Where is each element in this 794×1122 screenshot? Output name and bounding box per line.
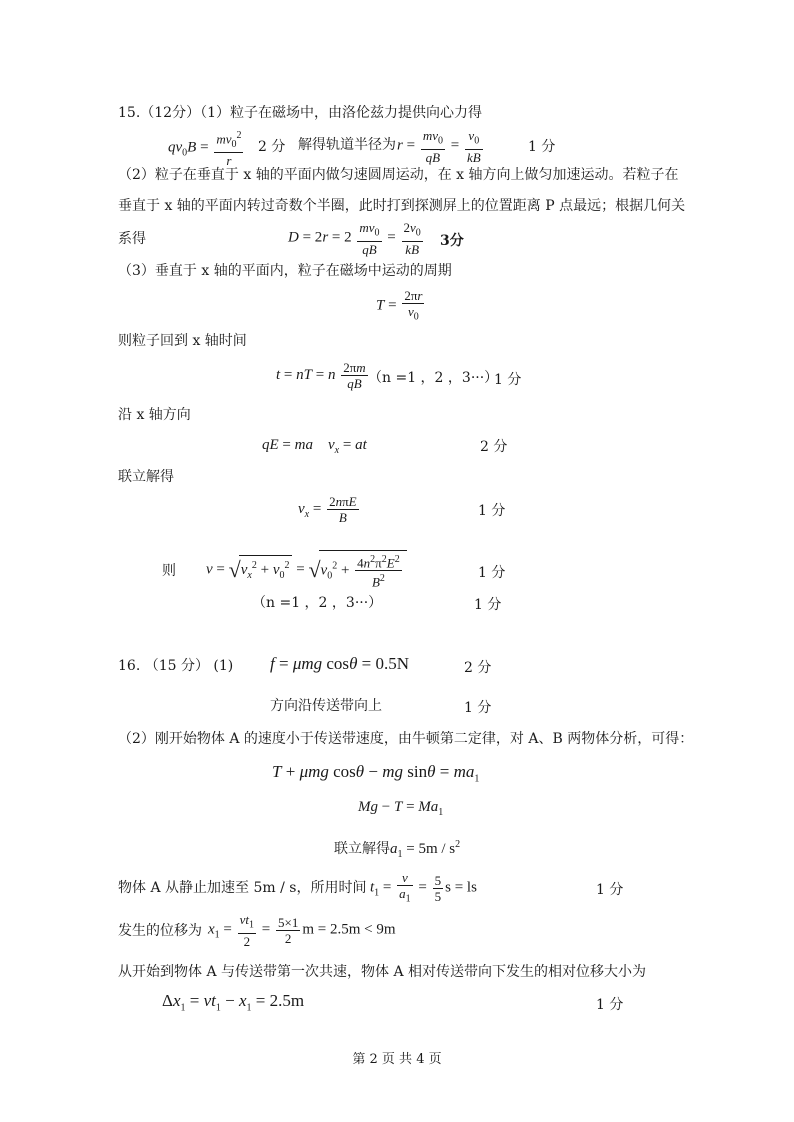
q15-eq-force: qE = ma $v_x$ = at: [262, 437, 367, 456]
q15-eq1: $qv_0B$ = $\frac{mv_0^2}{r}$: [168, 130, 242, 168]
q15-eq2-score: 1 分: [528, 139, 556, 155]
q15-eq-v-score: 1 分: [478, 565, 506, 581]
q16-eq-rel: $\Delta x_1 = vt_1 - x_1 = 2.5m$: [162, 991, 305, 1014]
q16-acc-score: 1 分: [596, 882, 624, 898]
q16-solve: 联立解得$a_1 = 5m / s^2$: [334, 839, 461, 860]
q16-disp-text: 发生的位移为: [118, 923, 202, 939]
q16-acc: [118, 879, 366, 897]
q15-eq-vx-score: 1 分: [478, 503, 506, 519]
q15-eq3-score: 3分: [440, 233, 464, 249]
q15-cond2: （n =1 ，2 ，3···）: [252, 595, 383, 611]
q16-rel-score: 1 分: [596, 997, 624, 1013]
q16-dir: 方向沿传送带向上: [270, 698, 382, 714]
q15-eq1-text: 解得轨道半径为: [298, 137, 396, 153]
q16-p2-line: （2）刚开始物体 A 的速度小于传送带速度，由牛顿第二定律，对 A、B 两物体分析，可得：: [118, 731, 694, 747]
q16-common-text: 从开始到物体 A 与传送带第一次共速，物体 A 相对传送带向下发生的相对位移大小为: [118, 964, 647, 980]
q15-eq-force-score: 2 分: [480, 439, 508, 455]
page-footer: 第 2 页 共 4 页: [352, 1052, 442, 1067]
q15-eq2: r = $\frac{mv_0}{qB}$ = $\frac{v_0}{kB}$: [397, 128, 481, 165]
q15-eq-T: T = $\frac{2\pi r}{v_0}$: [376, 288, 423, 323]
q15-header: 15.（12分）（1）粒子在磁场中，由洛伦兹力提供向心力得: [118, 105, 482, 121]
q16-acc-text: 物体 A 从静止加速至 5m / s，所用时间: [118, 880, 367, 896]
q15-p3-return: 则粒子回到 x 轴时间: [118, 333, 247, 349]
q15-p2-line2: 垂直于 x 轴的平面内转过奇数个半圈，此时打到探测屏上的位置距离 P 点最远；根据几何关: [118, 198, 686, 214]
q15-eq-vx: $v_x$ = $\frac{\text{2nπE}}{B}$: [298, 494, 357, 525]
q16-eq-time: $t_1$ = $\frac{v}{a_1}$ = $\frac{5}{5}$ s = ls: [370, 870, 477, 905]
q15-eq-t: t = nT = n $\frac{2\pi m}{qB}$: [276, 360, 366, 391]
q15-eq-v: $v = √v_x^2 + v_0^2 = √v_0^2$ + $\frac{4n^2\pi^2E^2}{B^2}$: [206, 550, 407, 590]
q16-solve-text: 联立解得: [334, 841, 390, 857]
q15-p3-xdir: 沿 x 轴方向: [118, 407, 191, 423]
q16-eq-friction: f = μmg cosθ = 0.5N: [270, 654, 410, 673]
q15-cond2-score: 1 分: [474, 597, 502, 613]
q15-p2-line3: 系得: [118, 231, 146, 247]
q15-eq-t-score: 1 分: [494, 372, 522, 388]
q15-then: 则: [162, 563, 176, 579]
q15-eq1-score: 2 分: [258, 139, 286, 155]
q15-p3-line: （3）垂直于 x 轴的平面内，粒子在磁场中运动的周期: [118, 263, 452, 279]
q15-eq-t-cond: （n =1 ，2 ，3···）: [368, 370, 499, 386]
q16-dir-score: 1 分: [464, 700, 492, 716]
q16-eq-disp: $x_1$ = $\frac{vt_1}{2}$ = $\frac{5\times 1}{2}$ m = 2.5m < 9m: [208, 912, 396, 949]
q16-eq-newton2: $Mg - T = Ma_1$: [358, 799, 444, 818]
q16-eq1-score: 2 分: [464, 660, 492, 676]
q16-eq-newton1: T + μmg cosθ − mg $\sin\theta = ma_1$: [272, 762, 480, 785]
q15-p2-line1: （2）粒子在垂直于 x 轴的平面内做匀速圆周运动，在 x 轴方向上做匀加速运动。若粒子在: [118, 167, 679, 183]
q15-p3-solve: 联立解得: [118, 469, 174, 485]
q16-header: 16. （15 分） (1): [118, 658, 234, 674]
q15-eq3: D = 2r = 2 $\frac{mv_0}{qB}$ = $\frac{2v_0}{kB}$: [288, 220, 421, 257]
